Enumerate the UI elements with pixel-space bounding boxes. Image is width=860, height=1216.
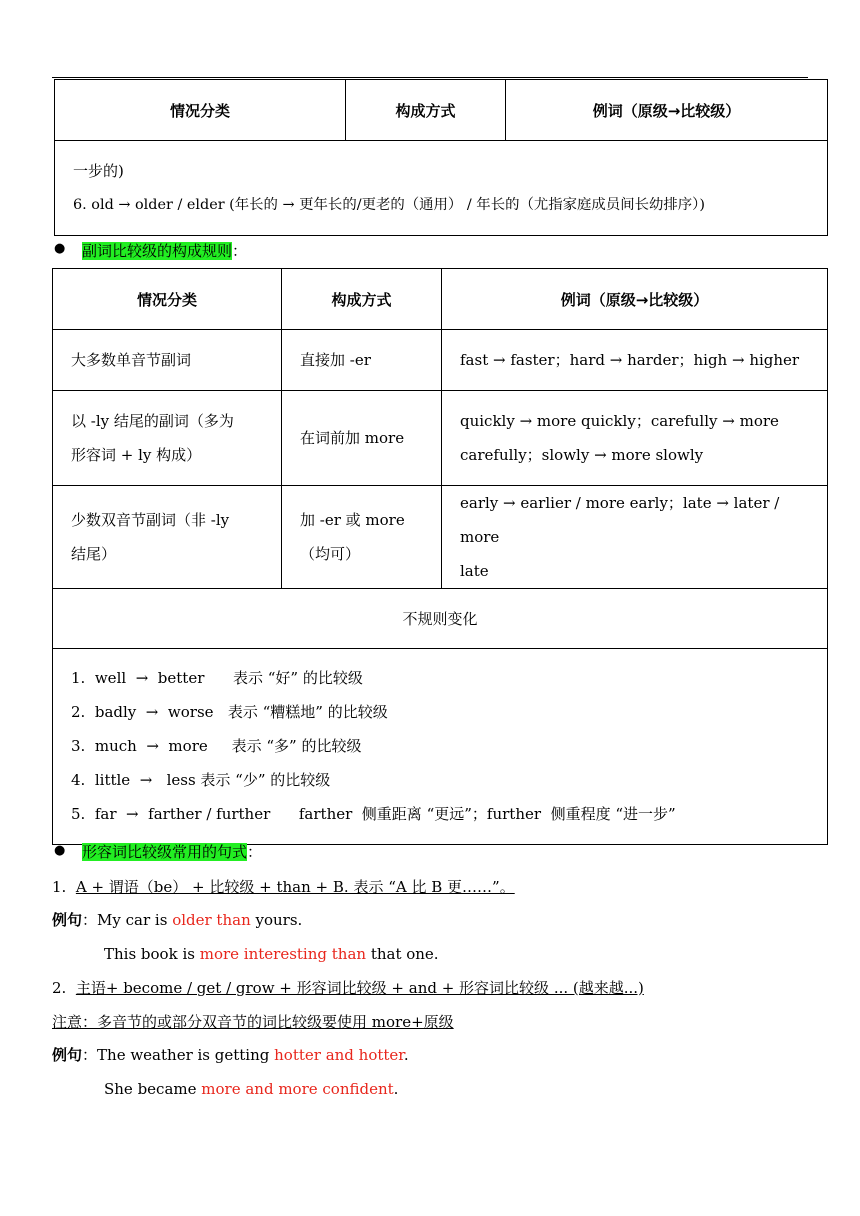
sentence-part: She became <box>104 1080 202 1098</box>
list-item: 2. badly → worse 表示 “糟糕地” 的比较级 <box>71 703 388 721</box>
highlight-phrase: more interesting than <box>199 945 367 963</box>
list-item: 5. far → farther / further farther 侧重距离 “更远”；further 侧重程度 “进一步” <box>71 805 676 823</box>
header-case: 情况分类 <box>53 269 282 330</box>
table-row <box>53 649 828 845</box>
pattern-text: A + 谓语（be） + 比较级 + than + B. 表示 “A 比 B 更……”。 <box>75 878 515 896</box>
sentence-part: My car is <box>97 911 173 929</box>
section-heading-adverb <box>82 239 247 263</box>
header-example: 例词（原级→比较级） <box>506 80 828 141</box>
example-colon: ： <box>82 911 98 929</box>
list-item: 3. much → more 表示 “多” 的比较级 <box>71 737 362 755</box>
header-example: 例词（原级→比较级） <box>442 269 828 330</box>
irregular-list <box>53 649 828 845</box>
header-method: 构成方式 <box>282 269 442 330</box>
case-line: 结尾） <box>71 545 117 563</box>
continued-line-2: 6. old → older / elder (年长的 → 更年长的/更老的（通用） / 年长的（尤指家庭成员间长幼排序）) <box>73 197 705 213</box>
row-case <box>53 391 282 486</box>
method-line: 直接加 -er <box>300 351 371 369</box>
example-line: carefully；slowly → more slowly <box>460 446 704 464</box>
note-line: 注意：多音节的或部分双音节的词比较级要使用 more+原级 <box>52 1013 454 1031</box>
method-line: 加 -er 或 more <box>300 511 405 529</box>
example-1-line-2 <box>104 942 439 966</box>
example-2-line-2 <box>104 1077 398 1101</box>
highlight-phrase: hotter and hotter <box>274 1046 404 1064</box>
highlight-phrase: more and more confident <box>201 1080 394 1098</box>
example-line: quickly → more quickly；carefully → more <box>460 412 779 430</box>
continued-line-1: 一步的) <box>73 162 124 180</box>
example-line: late <box>460 562 489 580</box>
continued-cell <box>55 141 828 236</box>
example-1-line-1 <box>52 908 302 932</box>
table-row <box>53 330 828 391</box>
row-method <box>282 391 442 486</box>
example-colon: ： <box>82 1046 98 1064</box>
sentence-part: yours. <box>250 911 303 929</box>
table-row <box>53 486 828 589</box>
adjective-rules-table-continued <box>54 79 828 236</box>
header-case: 情况分类 <box>55 80 346 141</box>
sentence-part: This book is <box>104 945 200 963</box>
method-line: （均可） <box>300 545 361 563</box>
case-line: 形容词 + ly 构成） <box>71 446 202 464</box>
adverb-rules-table <box>52 268 828 845</box>
row-example <box>442 486 828 589</box>
example-line: early → earlier / more early；late → later / more <box>460 494 780 546</box>
section-title: 形容词比较级常用的句式 <box>82 843 248 861</box>
example-label: 例句 <box>52 1046 83 1064</box>
header-method: 构成方式 <box>346 80 506 141</box>
pattern-text: 主语+ become / get / grow + 形容词比较级 + and + 形容词比较级 ... (越来越...) <box>75 979 644 997</box>
irregular-title: 不规则变化 <box>53 589 828 649</box>
bullet-icon: ● <box>54 241 66 256</box>
case-line: 少数双音节副词（非 -ly <box>71 511 230 529</box>
sentence-part: The weather is getting <box>97 1046 275 1064</box>
row-method <box>282 330 442 391</box>
row-example <box>442 391 828 486</box>
row-case <box>53 486 282 589</box>
case-line: 大多数单音节副词 <box>71 351 192 369</box>
table-row <box>53 391 828 486</box>
section-heading-adjective <box>82 840 262 864</box>
pattern-number: 1. <box>52 878 76 896</box>
sentence-part: that one. <box>366 945 439 963</box>
sentence-part: . <box>403 1046 409 1064</box>
list-item: 4. little → less 表示 “少” 的比较级 <box>71 771 331 789</box>
pattern-1 <box>52 875 515 899</box>
section-colon: ： <box>232 242 248 260</box>
pattern-2 <box>52 976 644 1000</box>
row-case <box>53 330 282 391</box>
section-colon: ： <box>247 843 263 861</box>
case-line: 以 -ly 结尾的副词（多为 <box>71 412 234 430</box>
bullet-icon: ● <box>54 843 66 858</box>
highlight-phrase: older than <box>172 911 251 929</box>
sentence-part: . <box>393 1080 399 1098</box>
row-example <box>442 330 828 391</box>
table-row <box>53 589 828 649</box>
example-label: 例句 <box>52 911 83 929</box>
method-line: 在词前加 more <box>300 429 405 447</box>
example-2-line-1 <box>52 1043 409 1067</box>
section-title: 副词比较级的构成规则 <box>82 242 233 260</box>
header-rule <box>52 77 808 78</box>
example-line: fast → faster；hard → harder；high → higher <box>460 351 800 369</box>
list-item: 1. well → better 表示 “好” 的比较级 <box>71 669 363 687</box>
row-method <box>282 486 442 589</box>
pattern-number: 2. <box>52 979 76 997</box>
